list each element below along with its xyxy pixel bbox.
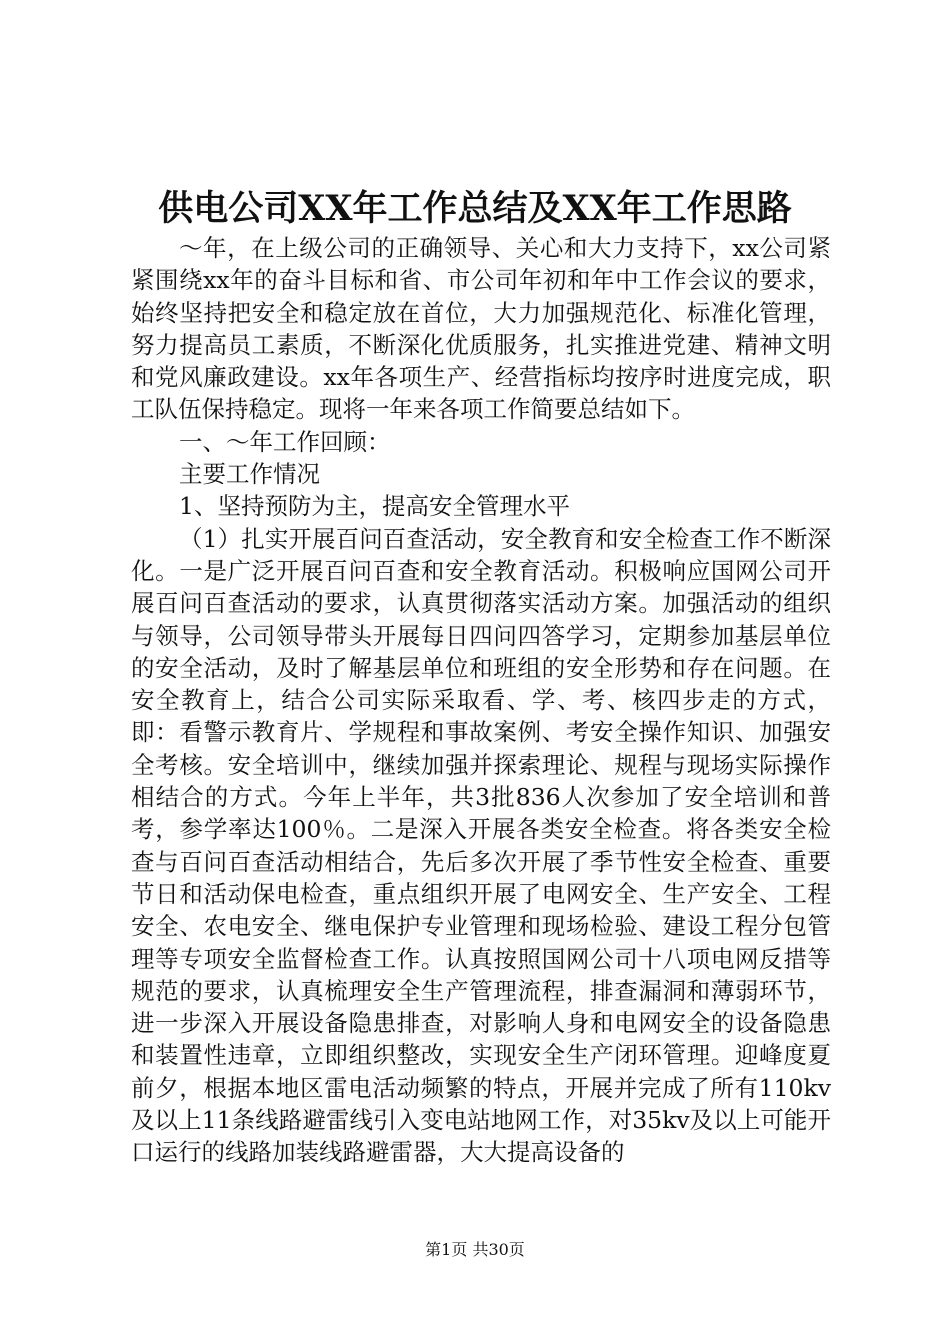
- subsection-heading: 主要工作情况: [179, 460, 320, 489]
- document-title: 供电公司XX年工作总结及XX年工作思路: [158, 188, 792, 229]
- page-number-footer: 第1页 共30页: [425, 1240, 525, 1259]
- section-heading: 一、～年工作回顾：: [179, 427, 391, 456]
- document-body: [131, 232, 831, 1169]
- body-paragraph: （1）扎实开展百问百查活动，安全教育和安全检查工作不断深化。一是广泛开展百问百查和安全教育活动。积极响应国网公司开展百问百查活动的要求，认真贯彻落实活动方案。加强活动的组织与领导，公司领导带头开展每日四问四答学习，定期参加基层单位的安全活动，及时了解基层单位和班组的安全形势和存在问题。在安全教育上，结合公司实际采取看、学、考、核四步走的方式，即：看警示教育片、学规程和事故案例、考安全操作知识、加强安全考核。安全培训中，继续加强并探索理论、规程与现场实际操作相结合的方式。今年上半年，共3批836人次参加了安全培训和普考，参学率达100％。二是深入开展各类安全检查。将各类安全检查与百问百查活动相结合，先后多次开展了季节性安全检查、重要节日和活动保电检查，重点组织开展了电网安全、生产安全、工程安全、农电安全、继电保护专业管理和现场检验、建设工程分包管理等专项安全监督检查工作。认真按照国网公司十八项电网反措等规范的要求，认真梳理安全生产管理流程，排查漏洞和薄弱环节，进一步深入开展设备隐患排查，对影响人身和电网安全的设备隐患和装置性违章，立即组织整改，实现安全生产闭环管理。迎峰度夏前夕，根据本地区雷电活动频繁的特点，开展并完成了所有110kv及以上11条线路避雷线引入变电站地网工作，对35kv及以上可能开口运行的线路加装线路避雷器，大大提高设备的: [131, 524, 831, 1167]
- intro-paragraph: ～年，在上级公司的正确领导、关心和大力支持下，xx公司紧紧围绕xx年的奋斗目标和省、市公司年初和年中工作会议的要求，始终坚持把安全和稳定放在首位，大力加强规范化、标准化管理，努力提高员工素质，不断深化优质服务，扎实推进党建、精神文明和党风廉政建设。xx年各项生产、经营指标均按序时进度完成，职工队伍保持稳定。现将一年来各项工作简要总结如下。: [131, 234, 831, 424]
- item-heading: 1、坚持预防为主，提高安全管理水平: [179, 492, 570, 521]
